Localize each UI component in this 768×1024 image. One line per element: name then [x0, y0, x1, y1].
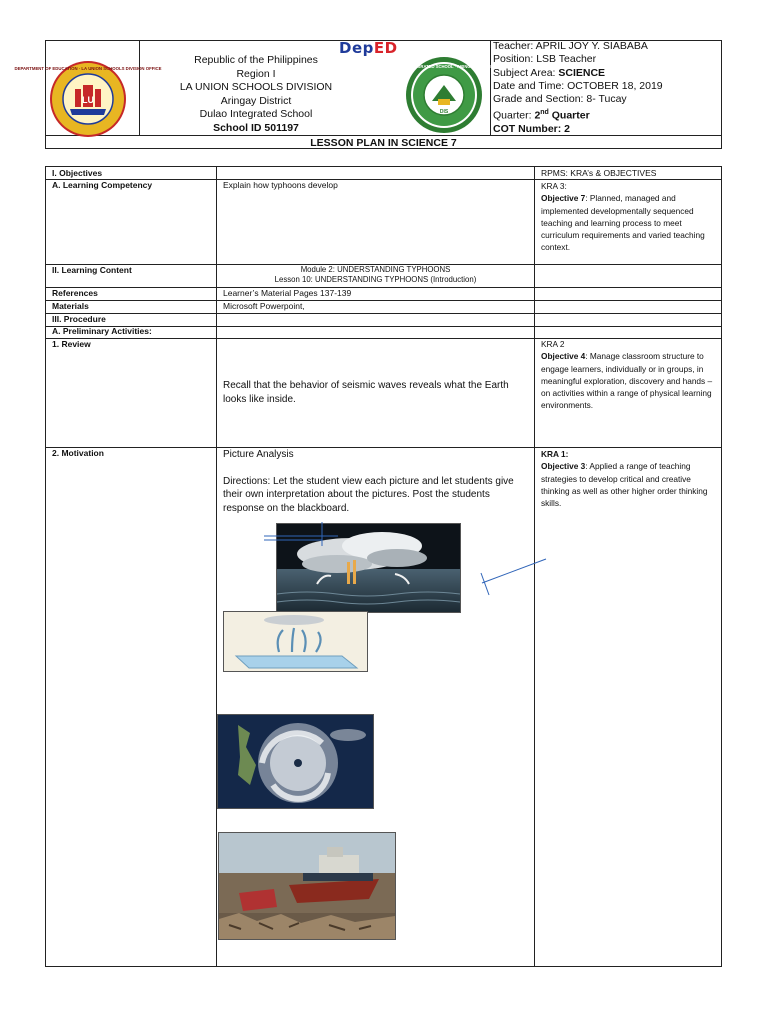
teacher: Teacher: APRIL JOY Y. SIABABA [493, 40, 648, 52]
satellite-typhoon-image [217, 714, 374, 809]
references-label: References [52, 288, 98, 298]
module-title: Module 2: UNDERSTANDING TYPHOONS [300, 265, 451, 274]
school-info-line: LA UNION SCHOOLS DIVISION [179, 81, 333, 93]
evaporation-diagram-image [223, 611, 368, 672]
position: Position: LSB Teacher [493, 53, 597, 66]
kra-title: KRA 1: [541, 449, 569, 459]
objective-text: : Applied a range of teaching strategies to develop critical and creative thinking as well as other higher order thinking skills. [541, 461, 708, 509]
quarter-suffix: Quarter [548, 109, 590, 122]
objective-text: : Manage classroom structure to engage learners, individually or in groups, in meaningful exploration, discovery and hands – on activities within a range of physical learning environments. [541, 351, 713, 411]
table-row-divider [46, 287, 721, 288]
motivation-title: Picture Analysis [223, 449, 294, 460]
kra-objective [541, 350, 716, 411]
kra1-block [541, 448, 716, 509]
school-info-line: Aringay District [220, 94, 292, 107]
lesson-meta [493, 40, 723, 137]
quarter [493, 106, 723, 123]
evaporation-illustration [224, 612, 367, 671]
objectives-label: I. Objectives [52, 168, 103, 178]
objective-label: Objective 3 [541, 461, 586, 472]
motivation-content [223, 448, 528, 515]
motivation-directions: Directions: Let the student view each picture and let students give their own interpretation about the pictures. Post the students response on the blackboard. [223, 475, 514, 514]
school-seal-logo [391, 55, 497, 135]
header-divider [490, 41, 491, 135]
school-info-line: Region I [236, 67, 276, 80]
seal-inner-text: DIS [439, 109, 449, 115]
deped-logo [339, 39, 398, 57]
school-info-line: Republic of the Philippines [194, 54, 318, 66]
objective-label: Objective 4 [541, 351, 586, 362]
school-id: School ID 501197 [213, 121, 299, 134]
division-seal-logo [14, 59, 162, 139]
kra-objective [541, 192, 716, 253]
competency-value: Explain how typhoons develop [223, 180, 338, 190]
date-time: Date and Time: OCTOBER 18, 2019 [493, 79, 663, 92]
review-text: Recall that the behavior of seismic waves reveals what the Earth looks like inside. [223, 380, 509, 405]
kra-title: KRA 3: [541, 181, 567, 191]
grade-section: Grade and Section: 8- Tucay [493, 93, 627, 106]
motivation-label: 2. Motivation [52, 448, 104, 458]
quarter-label: Quarter: [493, 109, 535, 122]
deped-logo-part: Dep [339, 39, 374, 57]
preliminary-label: A. Preliminary Activities: [52, 326, 152, 336]
subject-area [493, 67, 723, 80]
objective-text: : Planned, managed and implemented developmentally sequenced teaching and learning process to meet curriculum requirements and varied teaching context. [541, 193, 705, 253]
annotation-marks [262, 520, 342, 550]
materials-label: Materials [52, 301, 89, 311]
references-value: Learner’s Material Pages 137-139 [223, 288, 352, 298]
procedure-label: III. Procedure [52, 314, 106, 324]
school-info [166, 54, 346, 135]
table-row-divider [46, 313, 721, 314]
quarter-number: 2 [534, 109, 541, 122]
seal-ring-text: DULAO INTEGRATED SCHOOL · ARINGAY DISTRICT [391, 64, 497, 69]
lesson-title: Lesson 10: UNDERSTANDING TYPHOONS (Introduction) [274, 275, 477, 284]
page-title: LESSON PLAN IN SCIENCE 7 [310, 137, 457, 149]
kra-title: KRA 2 [541, 339, 565, 349]
kra3-block [541, 180, 716, 254]
typhoon-aftermath-image [218, 832, 396, 940]
annotation-line [478, 555, 550, 597]
subject-label: Subject Area: [493, 66, 559, 79]
seal-inner-text: LU [82, 95, 94, 105]
school-info-line: Dulao Integrated School [199, 108, 313, 120]
materials-value: Microsoft Powerpoint, [223, 301, 305, 311]
quarter-suffix-sup: nd [540, 109, 549, 117]
table-row-divider [46, 300, 721, 301]
document-header [14, 39, 722, 149]
kra-objective [541, 460, 716, 509]
header-divider [139, 41, 140, 135]
competency-label: A. Learning Competency [52, 180, 153, 190]
deped-logo-part: ED [373, 39, 398, 57]
satellite-typhoon-illustration [218, 715, 373, 808]
content-value [217, 265, 534, 285]
rpms-header: RPMS: KRA’s & OBJECTIVES [541, 168, 657, 178]
subject-value: SCIENCE [558, 66, 606, 79]
cot-number: COT Number: 2 [493, 123, 571, 136]
kra2-block [541, 338, 716, 412]
content-label: II. Learning Content [52, 265, 132, 275]
objective-label: Objective 7 [541, 193, 586, 204]
review-label: 1. Review [52, 339, 91, 349]
seal-ring-text: DEPARTMENT OF EDUCATION · LA UNION SCHOOLS DIVISION OFFICE [14, 66, 162, 71]
typhoon-aftermath-illustration [219, 833, 395, 939]
